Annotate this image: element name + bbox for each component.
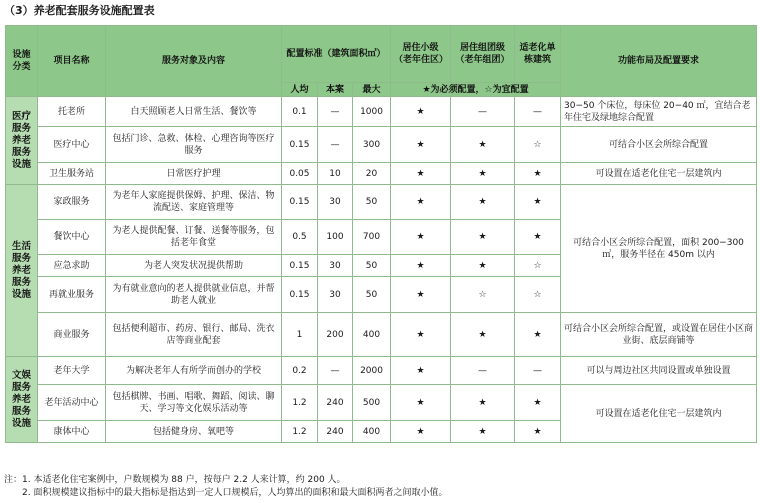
max-area: 1000 bbox=[353, 97, 391, 127]
aged-building-mark: ★ bbox=[515, 220, 561, 255]
header-per-capita: 人均 bbox=[282, 83, 318, 97]
max-area: 50 bbox=[353, 277, 391, 313]
header-this-case: 本案 bbox=[318, 83, 353, 97]
group-mark: ★ bbox=[451, 255, 515, 277]
table-row bbox=[6, 385, 757, 421]
per-capita: 0.15 bbox=[282, 185, 318, 220]
item-name: 老年活动中心 bbox=[38, 385, 106, 421]
item-content: 为老年人家庭提供保姆、护理、保洁、物流配送、家庭管理等 bbox=[106, 185, 282, 220]
this-case: 240 bbox=[318, 385, 353, 421]
small-district-mark: ★ bbox=[391, 97, 451, 127]
table-row bbox=[6, 357, 757, 385]
layout-requirement: 可结合小区会所综合配置 bbox=[561, 127, 757, 163]
section-category: 医疗服务养老服务设施 bbox=[6, 97, 38, 185]
item-name: 卫生服务站 bbox=[38, 163, 106, 185]
max-area: 50 bbox=[353, 255, 391, 277]
table-row bbox=[6, 97, 757, 127]
layout-requirement: 可结合小区会所综合配置，面积 200−300 ㎡，服务半径在 450m 以内 bbox=[561, 185, 757, 313]
header-aged-building: 适老化单栋建筑 bbox=[515, 26, 561, 83]
header-legend: ★为必须配置，☆为宜配置 bbox=[391, 83, 561, 97]
small-district-mark: ★ bbox=[391, 313, 451, 357]
per-capita: 0.15 bbox=[282, 127, 318, 163]
header-category: 设施分类 bbox=[6, 26, 38, 97]
table-row bbox=[6, 127, 757, 163]
aged-building-mark: ☆ bbox=[515, 277, 561, 313]
header-group: 居住组团级（老年组团） bbox=[451, 26, 515, 83]
layout-requirement: 可设置在适老化住宅一层建筑内 bbox=[561, 163, 757, 185]
item-name: 再就业服务 bbox=[38, 277, 106, 313]
item-content: 为有就业意向的老人提供就业信息，并帮助老人就业 bbox=[106, 277, 282, 313]
per-capita: 0.15 bbox=[282, 277, 318, 313]
aged-building-mark: ★ bbox=[515, 163, 561, 185]
group-mark: — bbox=[451, 357, 515, 385]
item-name: 应急求助 bbox=[38, 255, 106, 277]
item-name: 商业服务 bbox=[38, 313, 106, 357]
footnote-1: 注：1. 本适老化住宅案例中，户数规模为 88 户，按每户 2.2 人来计算，约 200 人。 bbox=[4, 475, 346, 485]
group-mark: ★ bbox=[451, 385, 515, 421]
table-row bbox=[6, 163, 757, 185]
footnotes bbox=[4, 474, 447, 500]
small-district-mark: ★ bbox=[391, 220, 451, 255]
aged-building-mark: ★ bbox=[515, 385, 561, 421]
max-area: 20 bbox=[353, 163, 391, 185]
group-mark: — bbox=[451, 97, 515, 127]
header-standard: 配置标准（建筑面积㎡） bbox=[282, 26, 391, 83]
item-content: 白天照顾老人日常生活、餐饮等 bbox=[106, 97, 282, 127]
per-capita: 1.2 bbox=[282, 385, 318, 421]
item-name: 家政服务 bbox=[38, 185, 106, 220]
max-area: 300 bbox=[353, 127, 391, 163]
this-case: 10 bbox=[318, 163, 353, 185]
table-row bbox=[6, 185, 757, 220]
aged-building-mark: — bbox=[515, 357, 561, 385]
per-capita: 1.2 bbox=[282, 421, 318, 443]
item-content: 包括健身房、氧吧等 bbox=[106, 421, 282, 443]
item-content: 包括便利超市、药房、银行、邮局、洗衣店等商业配套 bbox=[106, 313, 282, 357]
header-item: 项目名称 bbox=[38, 26, 106, 97]
footnote-2: 2. 面积规模建议指标中的最大指标是指达到一定人口规模后，人均算出的面积和最大面积两者之间取小值。 bbox=[4, 488, 448, 498]
max-area: 400 bbox=[353, 313, 391, 357]
per-capita: 0.2 bbox=[282, 357, 318, 385]
layout-requirement: 可以与周边社区共同设置或单独设置 bbox=[561, 357, 757, 385]
aged-building-mark: — bbox=[515, 97, 561, 127]
group-mark: ☆ bbox=[451, 277, 515, 313]
small-district-mark: ★ bbox=[391, 385, 451, 421]
this-case: 30 bbox=[318, 277, 353, 313]
header-small-district: 居住小级（老年住区） bbox=[391, 26, 451, 83]
item-name: 医疗中心 bbox=[38, 127, 106, 163]
small-district-mark: ★ bbox=[391, 255, 451, 277]
layout-requirement: 30−50 个床位，每床位 20−40 ㎡，宜结合老年住宅及绿地综合配置 bbox=[561, 97, 757, 127]
small-district-mark: ★ bbox=[391, 357, 451, 385]
table-row bbox=[6, 313, 757, 357]
max-area: 400 bbox=[353, 421, 391, 443]
max-area: 700 bbox=[353, 220, 391, 255]
group-mark: ★ bbox=[451, 163, 515, 185]
max-area: 2000 bbox=[353, 357, 391, 385]
this-case: 30 bbox=[318, 185, 353, 220]
this-case: 200 bbox=[318, 313, 353, 357]
max-area: 500 bbox=[353, 385, 391, 421]
this-case: 100 bbox=[318, 220, 353, 255]
small-district-mark: ★ bbox=[391, 421, 451, 443]
this-case: 240 bbox=[318, 421, 353, 443]
aged-building-mark: ★ bbox=[515, 313, 561, 357]
small-district-mark: ★ bbox=[391, 163, 451, 185]
max-area: 50 bbox=[353, 185, 391, 220]
item-name: 老年大学 bbox=[38, 357, 106, 385]
item-content: 包括门诊、急救、体检、心理咨询等医疗服务 bbox=[106, 127, 282, 163]
per-capita: 0.5 bbox=[282, 220, 318, 255]
group-mark: ★ bbox=[451, 185, 515, 220]
per-capita: 1 bbox=[282, 313, 318, 357]
item-name: 康体中心 bbox=[38, 421, 106, 443]
this-case: — bbox=[318, 97, 353, 127]
this-case: — bbox=[318, 127, 353, 163]
aged-building-mark: ☆ bbox=[515, 255, 561, 277]
item-content: 日常医疗护理 bbox=[106, 163, 282, 185]
aged-building-mark: ★ bbox=[515, 185, 561, 220]
small-district-mark: ★ bbox=[391, 185, 451, 220]
header-content: 服务对象及内容 bbox=[106, 26, 282, 97]
layout-requirement: 可结合小区会所综合配置，或设置在居住小区商业街、底层商铺等 bbox=[561, 313, 757, 357]
elderly-facility-table bbox=[5, 25, 757, 443]
layout-requirement: 可设置在适老化住宅一层建筑内 bbox=[561, 385, 757, 443]
group-mark: ★ bbox=[451, 220, 515, 255]
per-capita: 0.05 bbox=[282, 163, 318, 185]
table-title: （3）养老配套服务设施配置表 bbox=[4, 4, 155, 17]
small-district-mark: ★ bbox=[391, 277, 451, 313]
per-capita: 0.15 bbox=[282, 255, 318, 277]
section-category: 文娱服务养老服务设施 bbox=[6, 357, 38, 443]
item-content: 为解决老年人有所学而创办的学校 bbox=[106, 357, 282, 385]
item-name: 托老所 bbox=[38, 97, 106, 127]
section-category: 生活服务养老服务设施 bbox=[6, 185, 38, 357]
small-district-mark: ★ bbox=[391, 127, 451, 163]
per-capita: 0.1 bbox=[282, 97, 318, 127]
group-mark: ★ bbox=[451, 421, 515, 443]
item-content: 为老人提供配餐、订餐、送餐等服务，包括老年食堂 bbox=[106, 220, 282, 255]
header-layout: 功能布局及配置要求 bbox=[561, 26, 757, 97]
this-case: — bbox=[318, 357, 353, 385]
this-case: 30 bbox=[318, 255, 353, 277]
item-name: 餐饮中心 bbox=[38, 220, 106, 255]
aged-building-mark: ☆ bbox=[515, 127, 561, 163]
group-mark: ★ bbox=[451, 313, 515, 357]
group-mark: ★ bbox=[451, 127, 515, 163]
header-max: 最大 bbox=[353, 83, 391, 97]
item-content: 为老人突发状况提供帮助 bbox=[106, 255, 282, 277]
aged-building-mark: ★ bbox=[515, 421, 561, 443]
item-content: 包括棋牌、书画、唱歌、舞蹈、阅读、聊天、学习等文化娱乐活动等 bbox=[106, 385, 282, 421]
